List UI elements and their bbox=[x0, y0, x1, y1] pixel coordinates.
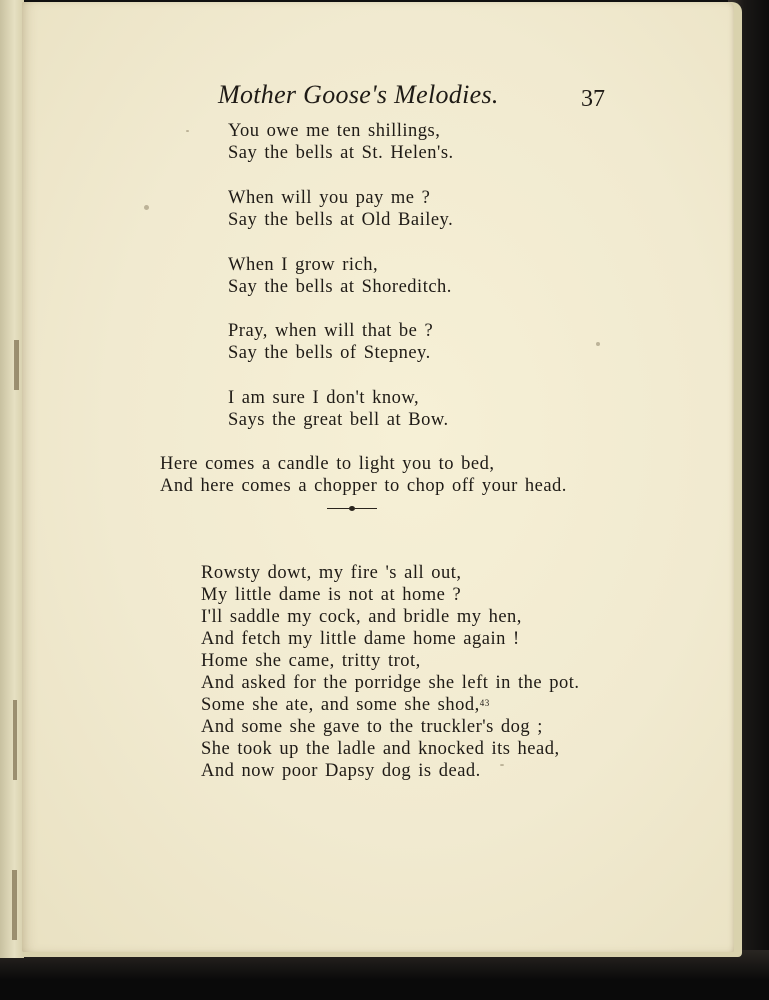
stanza bbox=[228, 254, 452, 298]
stanza bbox=[228, 187, 453, 231]
verse-line: When will you pay me ? bbox=[228, 188, 431, 208]
stanza bbox=[228, 387, 449, 431]
verse-line: She took up the ladle and knocked its head, bbox=[201, 739, 560, 759]
running-header-title: Mother Goose's Melodies. bbox=[218, 80, 499, 109]
verse-line: Here comes a candle to light you to bed, bbox=[160, 454, 495, 474]
verse-line: And now poor Dapsy dog is dead. bbox=[201, 761, 481, 781]
stanza bbox=[228, 320, 433, 364]
verse-line: I'll saddle my cock, and bridle my hen, bbox=[201, 607, 522, 627]
verse-line: Say the bells at Old Bailey. bbox=[228, 210, 454, 230]
verse-line: Say the bells at St. Helen's. bbox=[228, 143, 454, 163]
verse-line: Say the bells of Stepney. bbox=[228, 343, 431, 363]
verse-line: You owe me ten shillings, bbox=[228, 121, 441, 141]
verse-line: When I grow rich, bbox=[228, 255, 379, 275]
verse-line: Pray, when will that be ? bbox=[228, 321, 434, 341]
ornament-divider bbox=[327, 505, 377, 513]
paper-speck bbox=[144, 205, 149, 210]
verse-line: Home she came, tritty trot, bbox=[201, 651, 421, 671]
footnote-reference: 43 bbox=[479, 698, 490, 708]
verse-line: Says the great bell at Bow. bbox=[228, 410, 449, 430]
rhyme-rowsty-dowt bbox=[201, 562, 580, 782]
verse-line: My little dame is not at home ? bbox=[201, 585, 462, 605]
verse-line: Rowsty dowt, my fire 's all out, bbox=[201, 563, 462, 583]
couplet bbox=[160, 453, 567, 497]
verse-line bbox=[201, 694, 580, 716]
page-number: 37 bbox=[581, 86, 605, 112]
stanza bbox=[228, 120, 454, 164]
verse-line: And asked for the porridge she left in the pot. bbox=[201, 673, 580, 693]
verse-line: Say the bells at Shoreditch. bbox=[228, 277, 452, 297]
binding-mark bbox=[12, 870, 17, 940]
verse-line: And fetch my little dame home again ! bbox=[201, 629, 520, 649]
verse-line: And here comes a chopper to chop off your head. bbox=[160, 476, 567, 496]
verse-line: And some she gave to the truckler's dog ; bbox=[201, 717, 543, 737]
paper-speck bbox=[186, 130, 189, 132]
paper-speck bbox=[596, 342, 600, 346]
verse-line: I am sure I don't know, bbox=[228, 388, 420, 408]
verse-line-text: Some she ate, and some she shod, bbox=[201, 695, 480, 715]
binding-mark bbox=[14, 340, 19, 390]
table-shadow bbox=[0, 950, 769, 1000]
binding-mark bbox=[13, 700, 17, 780]
facing-page-edge bbox=[0, 0, 24, 958]
